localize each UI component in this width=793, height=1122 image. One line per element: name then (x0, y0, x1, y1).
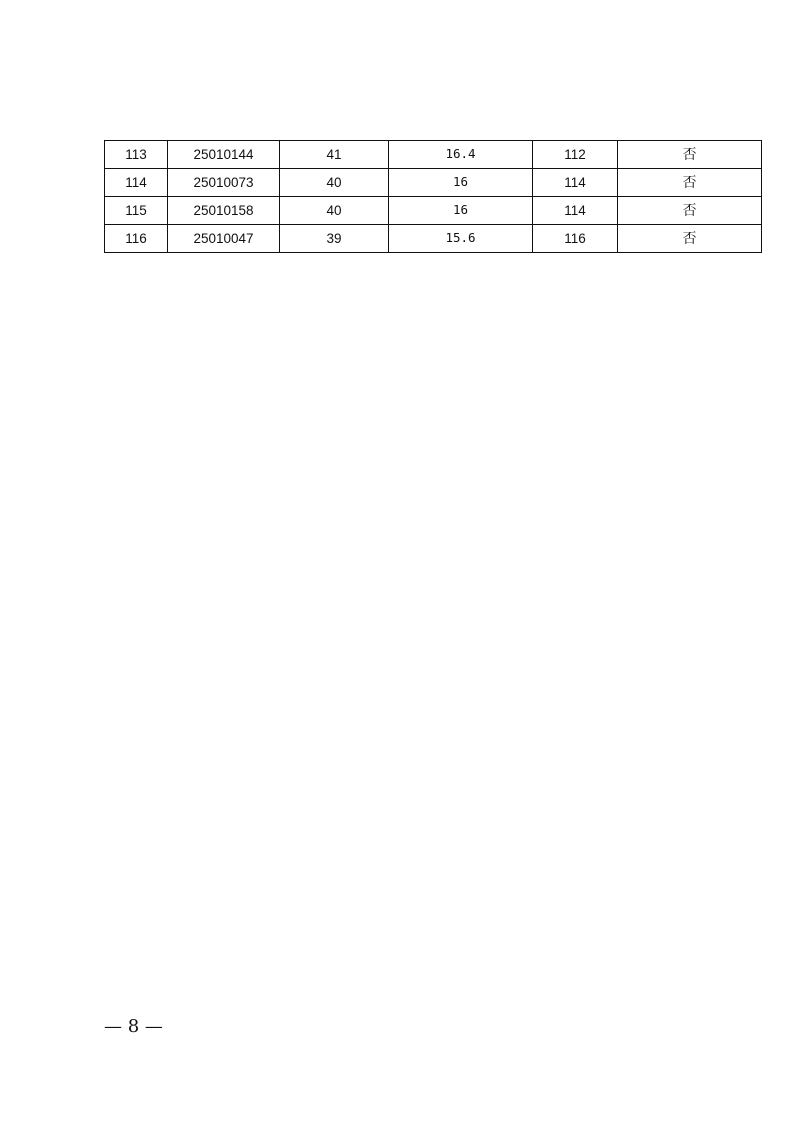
cell-score: 39 (280, 225, 389, 253)
cell-id: 25010073 (168, 169, 280, 197)
cell-score: 41 (280, 141, 389, 169)
cell-weighted: 16.4 (389, 141, 533, 169)
cell-position: 114 (533, 169, 618, 197)
table-row (105, 197, 762, 225)
cell-id: 25010158 (168, 197, 280, 225)
cell-flag: 否 (618, 197, 762, 225)
cell-position: 114 (533, 197, 618, 225)
cell-weighted: 15.6 (389, 225, 533, 253)
page-number: — 8 — (104, 1016, 163, 1037)
cell-rank: 116 (105, 225, 168, 253)
cell-weighted: 16 (389, 169, 533, 197)
cell-flag: 否 (618, 141, 762, 169)
cell-weighted: 16 (389, 197, 533, 225)
cell-id: 25010144 (168, 141, 280, 169)
cell-flag: 否 (618, 225, 762, 253)
cell-rank: 115 (105, 197, 168, 225)
table-row (105, 169, 762, 197)
cell-score: 40 (280, 169, 389, 197)
cell-score: 40 (280, 197, 389, 225)
cell-position: 112 (533, 141, 618, 169)
cell-position: 116 (533, 225, 618, 253)
cell-flag: 否 (618, 169, 762, 197)
table-row (105, 225, 762, 253)
cell-rank: 114 (105, 169, 168, 197)
cell-rank: 113 (105, 141, 168, 169)
cell-id: 25010047 (168, 225, 280, 253)
table-row (105, 141, 762, 169)
results-table (104, 140, 762, 253)
